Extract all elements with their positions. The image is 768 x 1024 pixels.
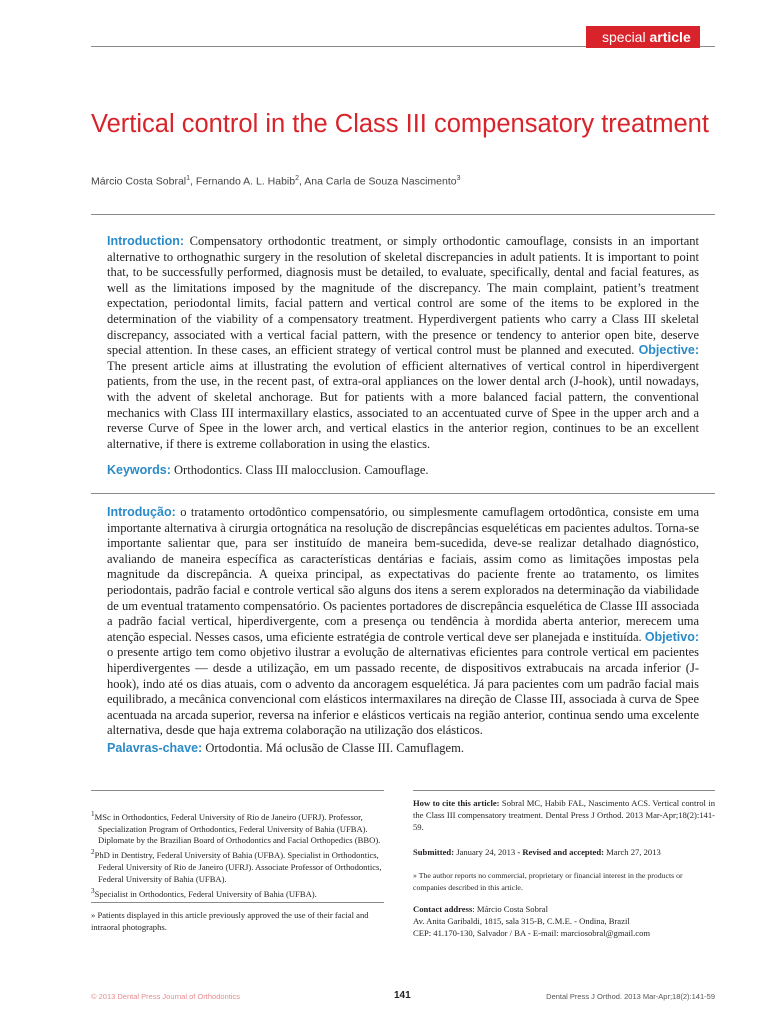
author-3-affil: 3 [456, 175, 461, 182]
abstract-english [107, 234, 699, 452]
affiliation-3-num: 3 [91, 886, 95, 895]
footnote-rule-right [413, 790, 715, 791]
affiliation-1-text: MSc in Orthodontics, Federal University of Rio de Janeiro (UFRJ). Professor, Specialization Program of Orthodontics, Federal University of Bahia (UFBA). Diplomate by the Brazilian Board of Orthodontics and Facial Orthopedics (BBO). [94, 811, 381, 846]
patients-note-rule [91, 902, 384, 903]
submitted-date: January 24, 2013 [454, 847, 516, 858]
contact-line-2: CEP: 41.170-130, Salvador / BA - E-mail: marciosobral@gmail.com [413, 927, 651, 938]
intro-label-pt: Introdução: [107, 505, 176, 519]
footer-citation: Dental Press J Orthod. 2013 Mar-Apr;18(2):141-59 [546, 992, 715, 1001]
contact-name: : Márcio Costa Sobral [472, 904, 548, 915]
author-3: Ana Carla de Souza Nascimento [304, 175, 457, 188]
keywords-portuguese [107, 741, 699, 757]
citation [413, 798, 715, 833]
contact-label: Contact address [413, 904, 473, 915]
author-1: Márcio Costa Sobral [91, 175, 187, 188]
intro-text-pt: o tratamento ortodôntico compensatório, ou simplesmente camuflagem ortodôntica, consiste em uma importante alternativa à cirurgia ortognática na resolução de discrepâncias esqueléticas em pacientes adultos. Torna-se importante salientar que, para ser instituído de maneira bem-sucedida, deve-se realizar detalhado diagnóstico, avaliando de maneira específica as características dentárias e faciais, assim como as limitações impostas pela magnitude da discrepância. A queixa principal, as expectativas do paciente frente ao tratamento, os limites periodontais, padrão facial e controle vertical são alguns dos itens a serem explorados na determinação da viabilidade de um eventual tratamento compensatório. Os pacientes portadores de discrepância esquelética de Classe III associada a padrão facial vertical, hiperdivergente, com a presença ou tendência à mordida aberta anterior, merecem uma atenção especial. Nesses casos, uma eficiente estratégia de controle vertical deve ser planejada e instituída. [107, 505, 699, 644]
citation-label: How to cite this article: [413, 798, 500, 808]
affiliation-2-text: PhD in Dentistry, Federal University of Bahia (UFBA). Specialist in Orthodontics, Federal University of Rio de Janeiro (UFRJ). Associate Professor of Orthodontics, Federal University of Bahia (UFBA). [94, 850, 382, 884]
author-1-affil: 1 [186, 175, 191, 182]
affiliations [91, 809, 383, 900]
article-title: Vertical control in the Class III compensatory treatment [91, 110, 709, 138]
revised-date: March 27, 2013 [603, 847, 661, 858]
affiliation-3 [91, 886, 383, 901]
objective-text-en: The present article aims at illustrating the evolution of efficient alternatives of vertical control in hiperdivergent patients, from the use, in the recent past, of extra-oral appliances on the lower dental arch (J-hook), until nowadays, with the advent of skeletal anchorage. But for patients with a more balanced facial pattern, the conventional mechanics with Class III intermaxillary elastics, associated to an accentuated curve of Spee in the upper arch and a reverse Curve of Spee in the lower arch, and vertical elastics in the anterior region, continues to be an excellent alternative, if there is extreme collaboration in using the elastics. [107, 358, 699, 451]
objective-label-en: Objective: [638, 343, 699, 358]
article-info [413, 798, 715, 940]
objective-label-pt: Objetivo: [644, 629, 699, 644]
affiliation-3-text: Specialist in Orthodontics, Federal University of Bahia (UFBA). [94, 888, 317, 899]
submission-dates [413, 847, 715, 859]
intro-text-en: Compensatory orthodontic treatment, or simply orthodontic camouflage, consists in an important alternative to orthognathic surgery in the resolution of skeletal discrepancies in adult patients. It is important to point that, to be successfully performed, diagnosis must be detailed, to evaluate, specifically, dental and facial features, as well as the limitations imposed by the magnitude of the discrepancy. The main complaint, patient’s treatment expectation, periodontal limits, facial pattern and vertical control are some of the items to be explored in the determination of the viability of a compensatory treatment. Hyperdivergent patients who carry a Class III skeletal discrepancy, associated with a vertical facial pattern, with the presence or tendency to anterior open bite, deserve special attention. In these cases, an efficient strategy of vertical control must be planned and executed. [107, 234, 699, 358]
keywords-text-en: Orthodontics. Class III malocclusion. Camouflage. [170, 463, 429, 477]
affiliation-1-num: 1 [91, 810, 95, 818]
citation-text: Sobral MC, Habib FAL, Nascimento ACS. Vertical control in the Class III compensatory treatment. Dental Press J Orthod. 2013 Mar-Apr;18(2):141-59. [413, 798, 715, 832]
keywords-label-pt: Palavras-chave: [107, 741, 203, 755]
patients-consent-note [91, 910, 383, 934]
footer-copyright: © 2013 Dental Press Journal of Orthodontics [91, 992, 240, 1001]
affiliation-2 [91, 847, 383, 885]
contact-address [413, 904, 715, 916]
affiliation-1 [91, 809, 383, 847]
keywords-label-en: Keywords: [107, 463, 171, 477]
objective-text-pt: o presente artigo tem como objetivo ilustrar a evolução de alternativas eficientes para controle vertical em pacientes hiperdivergentes — desde a utilização, em um passado recente, de dispositivos extrabucais na arcada inferior (J-hook), indo até os dias atuais, com o advento da ancoragem esquelética. Já para pacientes com um padrão facial mais equilibrado, a mecânica convencional com elásticos intermaxilares na direção de Classe III, associada à curva de Spee acentuada na arcada superior, reversa na inferior e elásticos verticais na região anterior, continua sendo uma excelente alternativa, desde que haja extrema colaboração na utilização dos elásticos. [107, 645, 699, 738]
section-badge [586, 26, 700, 48]
keywords-text-pt: Ortodontia. Má oclusão de Classe III. Camuflagem. [202, 741, 464, 755]
submitted-label: Submitted: [413, 847, 455, 858]
contact-line-1: Av. Anita Garibaldi, 1815, sala 315-B, C.M.E. - Ondina, Brazil [413, 915, 630, 926]
revised-label: - Revised and accepted: [515, 847, 604, 858]
author-2: Fernando A. L. Habib [195, 175, 296, 188]
keywords-english [107, 463, 699, 479]
authors-rule [91, 214, 715, 215]
page-footer [91, 990, 715, 1004]
badge-light-text: special [602, 29, 646, 45]
abstract-portuguese [107, 505, 699, 739]
intro-label-en: Introduction: [107, 234, 185, 248]
patients-note-text: » Patients displayed in this article previously approved the use of their facial and intraoral photographs. [91, 910, 369, 932]
affiliation-2-num: 2 [91, 848, 95, 857]
author-list: Márcio Costa Sobral$^1$, Fernando A. L. Habib$^2$, Ana Carla de Souza Nascimento$^3$ [91, 175, 461, 188]
badge-bold-text: article [649, 29, 691, 45]
page-number: 141 [394, 990, 411, 1001]
author-2-affil: 2 [295, 175, 300, 182]
footnote-rule-left [91, 790, 384, 791]
conflict-of-interest-note: » The author reports no commercial, proprietary or financial interest in the products or companies described in this article. [413, 871, 683, 893]
abstract-divider [91, 493, 715, 494]
